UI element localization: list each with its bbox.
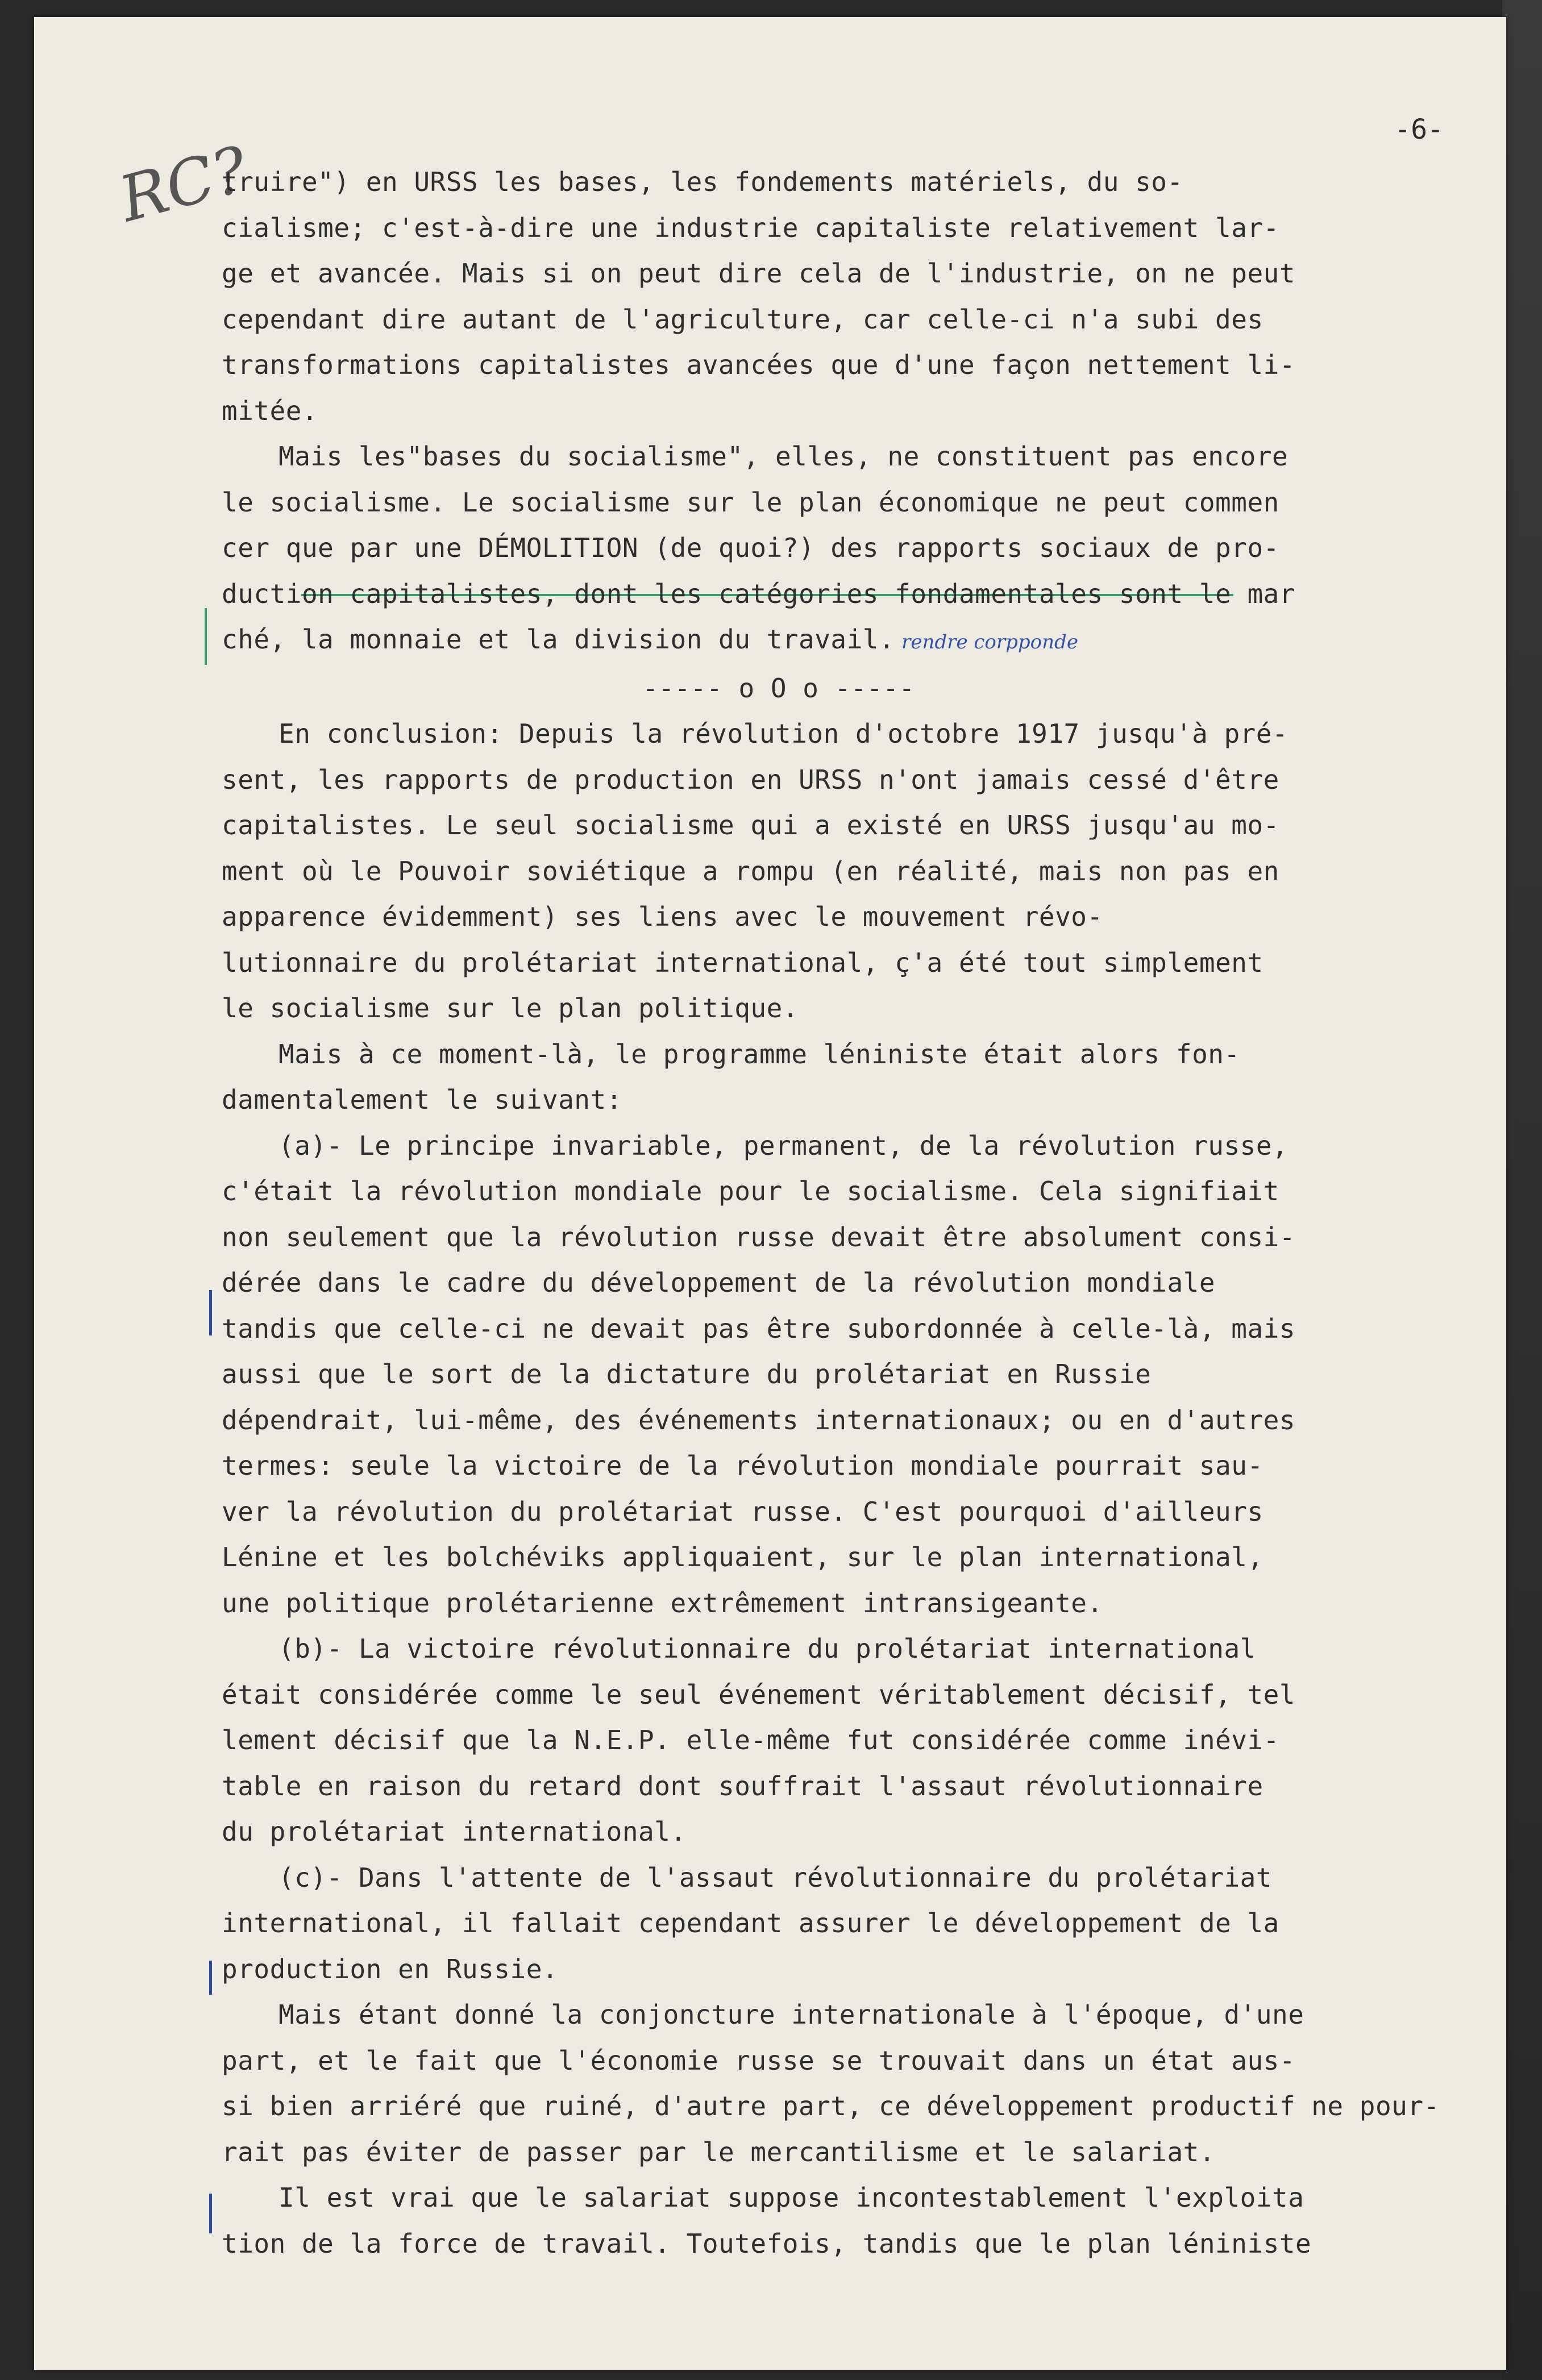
text-line: c'était la révolution mondiale pour le socialisme. Cela signifiait: [222, 1176, 1279, 1206]
text-line: (c)- Dans l'attente de l'assaut révolutionnaire du prolétariat: [279, 1862, 1273, 1893]
text-line: rait pas éviter de passer par le mercantilisme et le salariat.: [222, 2136, 1216, 2167]
text-line: le socialisme. Le socialisme sur le plan économique ne peut commen: [222, 486, 1279, 518]
text-line-with-note: [222, 617, 1506, 665]
text-line: part, et le fait que l'économie russe se trouvait dans un état aus-: [222, 2045, 1296, 2076]
text-line: transformations capitalistes avancées que d'une façon nettement li-: [222, 349, 1296, 380]
text-line: ver la révolution du prolétariat russe. C'est pourquoi d'ailleurs: [222, 1496, 1263, 1527]
text-line: le socialisme sur le plan politique.: [222, 993, 799, 1023]
typewritten-page: [34, 17, 1506, 2370]
text-line: aussi que le sort de la dictature du prolétariat en Russie: [222, 1359, 1152, 1389]
text-line: duction capitalistes, dont les catégories fondamentales sont le mar: [222, 578, 1296, 609]
text-line: table en raison du retard dont souffrait l'assaut révolutionnaire: [222, 1770, 1263, 1801]
blue-margin-bar-3: [209, 2194, 212, 2233]
text-line: cependant dire autant de l'agriculture, car celle-ci n'a subi des: [222, 303, 1263, 335]
text-line: cialisme; c'est-à-dire une industrie capitaliste relativement lar-: [222, 212, 1279, 243]
text-line: production en Russie.: [222, 1953, 559, 1984]
blue-margin-bar-1: [209, 1290, 212, 1335]
text-line: ment où le Pouvoir soviétique a rompu (en réalité, mais non pas en: [222, 855, 1279, 887]
text-line: (a)- Le principe invariable, permanent, de la révolution russe,: [279, 1130, 1289, 1161]
text-line: dérée dans le cadre du développement de la révolution mondiale: [222, 1267, 1216, 1298]
text-line: ché, la monnaie et la division du travail.: [222, 624, 895, 655]
text-line: Mais les"bases du socialisme", elles, ne constituent pas encore: [279, 441, 1289, 472]
text-line: capitalistes. Le seul socialisme qui a existé en URSS jusqu'au mo-: [222, 810, 1279, 841]
text-line: termes: seule la victoire de la révolution mondiale pourrait sau-: [222, 1450, 1263, 1481]
text-line: Lénine et les bolchéviks appliquaient, sur le plan international,: [222, 1542, 1263, 1572]
green-pen-margin-stroke: [205, 608, 207, 665]
text-line: tion de la force de travail. Toutefois, tandis que le plan léniniste: [222, 2228, 1312, 2259]
text-line: non seulement que la révolution russe devait être absolument consi-: [222, 1221, 1296, 1253]
text-line: si bien arriéré que ruiné, d'autre part, ce développement productif ne pour-: [222, 2091, 1440, 2121]
text-line: du prolétariat international.: [222, 1816, 687, 1847]
handwritten-note: rendre corpponde: [901, 631, 1078, 654]
text-line: ge et avancée. Mais si on peut dire cela de l'industrie, on ne peut: [222, 258, 1296, 289]
document-body: [222, 159, 1506, 2266]
section-separator: ----- o O o -----: [642, 672, 915, 704]
page-number: -6-: [1394, 114, 1444, 145]
blue-margin-bar-2: [209, 1961, 212, 1995]
scanner-background: [1502, 0, 1542, 2380]
text-line: Il est vrai que le salariat suppose incontestablement l'exploita: [279, 2182, 1304, 2213]
text-line: tandis que celle-ci ne devait pas être subordonnée à celle-là, mais: [222, 1313, 1296, 1344]
text-line: dépendrait, lui-même, des événements internationaux; ou en d'autres: [222, 1404, 1296, 1436]
text-line: lement décisif que la N.E.P. elle-même fut considérée comme inévi-: [222, 1725, 1279, 1755]
text-line: Mais à ce moment-là, le programme léniniste était alors fon-: [279, 1038, 1240, 1070]
text-line: lutionnaire du prolétariat international, ç'a été tout simplement: [222, 947, 1263, 978]
text-line: international, il fallait cependant assurer le développement de la: [222, 1908, 1279, 1938]
text-line: Mais étant donné la conjoncture internationale à l'époque, d'une: [279, 1999, 1304, 2030]
text-line: une politique prolétarienne extrêmement intransigeante.: [222, 1587, 1103, 1618]
text-line: truire") en URSS les bases, les fondements matériels, du so-: [222, 167, 1183, 197]
text-line: mitée.: [222, 395, 318, 426]
text-line: sent, les rapports de production en URSS n'ont jamais cessé d'être: [222, 764, 1279, 795]
handwritten-margin-mark: RC?: [112, 132, 255, 236]
text-line: (b)- La victoire révolutionnaire du prolétariat international: [279, 1633, 1256, 1664]
text-line: apparence évidemment) ses liens avec le mouvement révo-: [222, 901, 1103, 932]
text-line: était considérée comme le seul événement véritablement décisif, tel: [222, 1679, 1296, 1710]
text-line: cer que par une DÉMOLITION (de quoi?) des rapports sociaux de pro-: [222, 532, 1279, 563]
text-line: En conclusion: Depuis la révolution d'octobre 1917 jusqu'à pré-: [279, 718, 1289, 749]
text-line: damentalement le suivant:: [222, 1084, 622, 1115]
